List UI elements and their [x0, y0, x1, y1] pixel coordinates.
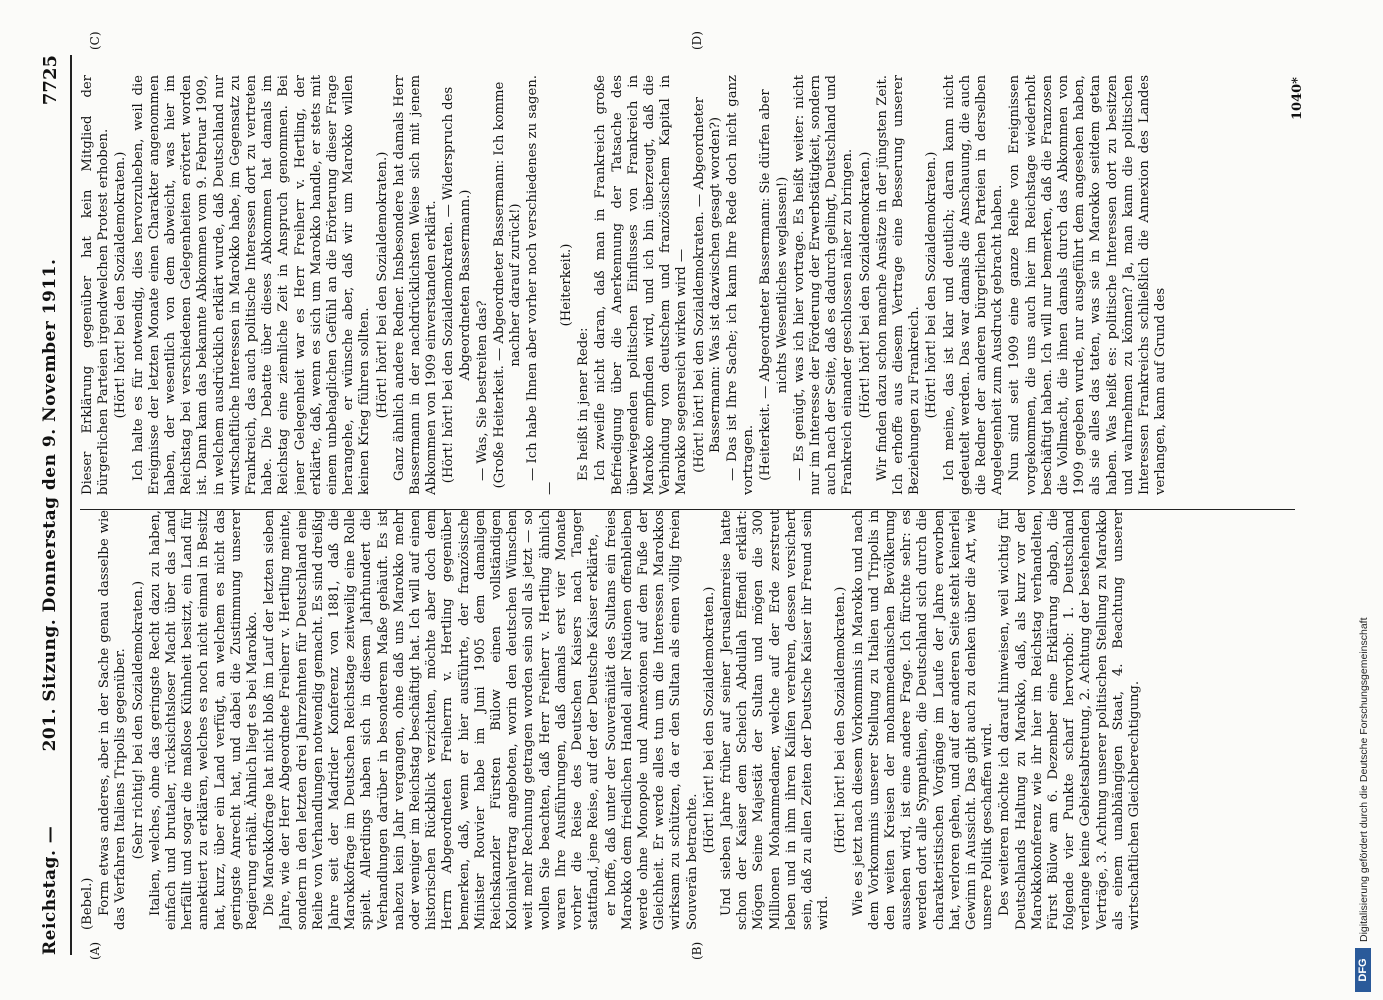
margin-marker-b: (B) [690, 941, 704, 960]
paragraph: Und sieben Jahre früher auf seiner Jerusalemreise hatte schon der Kaiser dem Scheich Abdullah Effendi erklärt: Mögen Seine Majestät der Sultan und mögen die 300 Millionen Mohammedaner, welche auf der Erde zerstreut leben und in ihm ihren Kalifen verehren, dessen versichert sein, daß zu allen Zeiten der Deutsche Kaiser ihr Freund sein wird. [718, 510, 832, 930]
interjection: (Hört! hört! bei den Sozialdemokraten.) [924, 151, 940, 419]
quote: er hoffe, daß unter der Souveränität des Sultans ein freies Marokko dem friedlichen Handel aller Nationen offenbleiben werde ohne Monopole und Annexionen auf dem Fuße der Gleichheit. Er werde alles tun um die Interessen Marokkos wirksam zu schützen, da er den Sultan als einen völlig freien Souverän betrachte. [603, 510, 700, 930]
paragraph: Ich meine, das ist klar und deutlich; daran kann nicht gedeutelt werden. Das war damals die Anschauung, die auch die Redner der anderen bürgerlichen Parteien in derselben Angelegenheit zum Ausdruck gebracht haben. [941, 75, 1006, 495]
paragraph: Dieser Erklärung gegenüber hat kein Mitglied der bürgerlichen Parteien irgendwelchen Protest erhoben. [80, 75, 112, 495]
interjection: (Heiterkeit. — Abgeordneter Bassermann: Sie dürfen aber nichts Wesentliches weglassen!) [758, 89, 790, 481]
interjection: (Hört! hört! bei den Sozialdemokraten. — Widerspruch des Abgeordneten Bassermann.) [441, 86, 473, 484]
paragraph: Form etwas anderes, aber in der Sache genau dasselbe wie das Verfahren Italiens Tripolis gegenüber. [97, 510, 129, 930]
paragraph: Italien, welches, ohne das geringste Recht dazu zu haben, einfach und brutaler, rücksichtsloser Macht über das Land herfällt und sogar die maßlose Kühnheit besitzt, ein Land für annektiert zu erklären, welches es noch nicht einmal in Besitz hat, kurz, über ein Land verfügt, an welchem es nicht das geringste Anrecht hat, und dabei die Zustimmung unserer Regierung erhält. Ähnlich liegt es bei Marokko. [147, 510, 261, 930]
interjection: (Hört! hört! bei den Sozialdemokraten.) [374, 151, 390, 419]
paragraph: Nun sind seit 1909 eine ganze Reihe von Ereignissen vorgekommen, die uns auch hier im Reichstage wiederholt beschäftigt haben. Ich will nur bemerken, daß die Franzosen die Vollmacht, die ihnen damals durch das Abkommen von 1909 gegeben wurde, nur ausgeführt dem angesehen haben, als sie alles das taten, was sie in Marokko seitdem getan haben. Was heißt es: politische Interessen dort zu besitzen und wahrnehmen zu können? Ja, man kann die politischen Interessen Frankreichs schließlich die Annexion des Landes verlangen, kann auf Grund des [1007, 75, 1169, 495]
interjection: (Sehr richtig! bei den Sozialdemokraten.) [130, 580, 146, 860]
interjection: (Große Heiterkeit. — Abgeordneter Bassermann: Ich komme nachher darauf zurück!) [492, 81, 524, 489]
dfg-logo: DFG [1355, 948, 1371, 992]
margin-marker-d: (D) [690, 31, 704, 50]
paragraph: Ich halte es für notwendig, dies hervorzuheben, weil die Ereignisse der letzten Monate einen Charakter angenommen haben, der wesentlich von dem abweicht, was hier im Reichstag bei verschiedenen Gelegenheiten erörtert worden ist. Dann kam das bekannte Abkommen vom 9. Februar 1909, in welchem ausdrücklich erklärt wurde, daß Deutschland nur wirtschaftliche Interessen in Marokko habe, im Gegensatz zu Frankreich, das auch politische Interessen dort zu vertreten habe. Die Debatte über dieses Abkommen hat damals im Reichstag eine ziemliche Zeit in Anspruch genommen. Bei jener Gelegenheit war es Herr Freiherr v. Hertling, der erklärte, daß, wenn es sich um Marokko handle, er stets mit einem unbehaglichen Gefühl an die Erörterung dieser Frage herangehe, er wünsche aber, daß wir um Marokko willen keinen Krieg führen sollten. [130, 75, 373, 495]
interjection: (Hört! hört! bei den Sozialdemokraten. — Abgeordneter Bassermann: Was ist dazwischen gesagt worden?) [691, 97, 723, 473]
header-rule [70, 55, 72, 955]
paragraph: — Was, Sie bestreiten das? [474, 300, 490, 481]
page-number: 7725 [40, 55, 61, 106]
paragraph: Die Marokkofrage hat nicht bloß im Lauf der letzten sieben Jahre, wie der Herr Abgeordnete Freiherr v. Hertling meinte, sondern in den letzten drei Jahrzehnten für Deutschland eine Reihe von Verhandlungen notwendig gemacht. Es sind dreißig Jahre seit der Madrider Konferenz von 1881, daß die Marokkofrage im Deutschen Reichstage zeitweilig eine Rolle spielt. Allerdings haben sich in diesem Jahrhundert die Verhandlungen darüber in besonderem Maße gehäuft. Es ist nahezu kein Jahr vergangen, ohne daß uns Marokko mehr oder weniger im Reichstag beschäftigt hat. Ich will auf einen historischen Rückblick verzichten, möchte aber doch dem Herrn Abgeordneten Freiherrn v. Hertling gegenüber bemerken, daß, wenn er hier ausführte, der französische Minister Rouvier habe im Juni 1905 dem damaligen Reichskanzler Fürsten Bülow einen vollständigen Kolonialvertrag angeboten, worin den deutschen Wünschen weit mehr Rechnung getragen worden sein soll als jetzt — so wollen Sie beachten, daß Herr Freiherr v. Hertling ähnlich waren Ihre Ausführungen, daß damals erst vier Monate vorher die Reise des Deutschen Kaisers nach Tanger stattfand, jene Reise, auf der der Deutsche Kaiser erklärte, [262, 510, 602, 930]
digitization-credit: Digitalisierung gefördert durch die Deutsche Forschungsgemeinschaft [1358, 617, 1370, 942]
interjection: (Hört! hört! bei den Sozialdemokraten.) [113, 151, 129, 419]
header-left: Reichstag. — [40, 825, 60, 955]
interjection: (Hört! hört! bei den Sozialdemokraten.) [701, 586, 717, 854]
column-divider [80, 509, 1295, 510]
signature-number: 1040* [1290, 77, 1305, 120]
paragraph: Es heißt in jener Rede: [576, 327, 592, 481]
interjection: (Hört! hört! bei den Sozialdemokraten.) [833, 586, 849, 854]
header-center: 201. Sitzung. Donnerstag den 9. November 1911. [40, 258, 60, 752]
quote: Ich zweifle nicht daran, daß man in Frankreich große Befriedigung über die Anerkennung der Tatsache des überwiegenden politischen Einflusses von Frankreich in Marokko empfinden wird, und ich bin überzeugt, daß die Verbindung von deutschem und französischem Kapital in Marokko segensreich wirken wird — [593, 75, 690, 495]
margin-marker-a: (A) [88, 941, 102, 960]
text-column-left [80, 510, 1290, 930]
interjection: (Hört! hört! bei den Sozialdemokraten.) [857, 151, 873, 419]
page-header [40, 55, 80, 955]
paragraph: Wie es jetzt nach diesem Vorkommnis in Marokko und nach dem Vorkommnis unserer Stellung zu Italien und Tripolis in den weiten Kreisen der mohammedanischen Bevölkerung aussehen wird, ist eine andere Frage. Ich fürchte sehr: es werden dort alle Sympathien, die Deutschland sich durch die charakteristischen Vorgänge im Laufe der Jahre erworben hat, verloren gehen, und auf der anderen Seite steht keinerlei Gewinn in Aussicht. Das gibt auch zu denken über die Art, wie unsere Politik geschaffen wird. [850, 510, 996, 930]
paragraph: — Ich habe Ihnen aber vorher noch verschiedenes zu sagen. — [525, 75, 557, 495]
speaker-tag: (Bebel.) [80, 877, 95, 930]
paragraph: Ganz ähnlich andere Redner. Insbesondere hat damals Herr Bassermann in der nachdrücklichsten Weise sich mit jenem Abkommen von 1909 einverstanden erklärt. [391, 75, 440, 495]
margin-marker-c: (C) [88, 31, 102, 50]
quote: Wir finden dazu schon manche Ansätze in der jüngsten Zeit. Ich erhoffe aus diesem Vertrage eine Besserung unserer Beziehungen zu Frankreich. [874, 75, 923, 495]
interjection: (Heiterkeit.) [558, 243, 574, 327]
paragraph: — Das ist Ihre Sache; ich kann Ihre Rede doch nicht ganz vortragen. [724, 75, 757, 495]
text-column-right [80, 75, 1290, 495]
paragraph: — Es genügt, was ich hier vortrage. Es heißt weiter: nicht nur im Interesse der Förderung der Erwerbstätigkeit, sondern auch nach der Seite, daß es dadurch gelingt, Deutschland und Frankreich einander geschlossen näher zu bringen. [791, 75, 856, 495]
paragraph: Des weiteren möchte ich darauf hinweisen, weil wichtig für Deutschlands Haltung zu Marokko, daß, als kurz vor der Marokkokonferenz wie ihr hier im Reichstag verhandelten, Fürst Bülow am 6. Dezember eine Erklärung abgab, die folgende vier Punkte scharf hervorhob: 1. Deutschland verlange keine Gebietsabtretung, 2. Achtung der bestehenden Verträge, 3. Achtung unserer politischen Stellung zu Marokko als einem unabhängigen Staat, 4. Beachtung unserer wirtschaftlichen Gleichberechtigung. [997, 510, 1142, 930]
